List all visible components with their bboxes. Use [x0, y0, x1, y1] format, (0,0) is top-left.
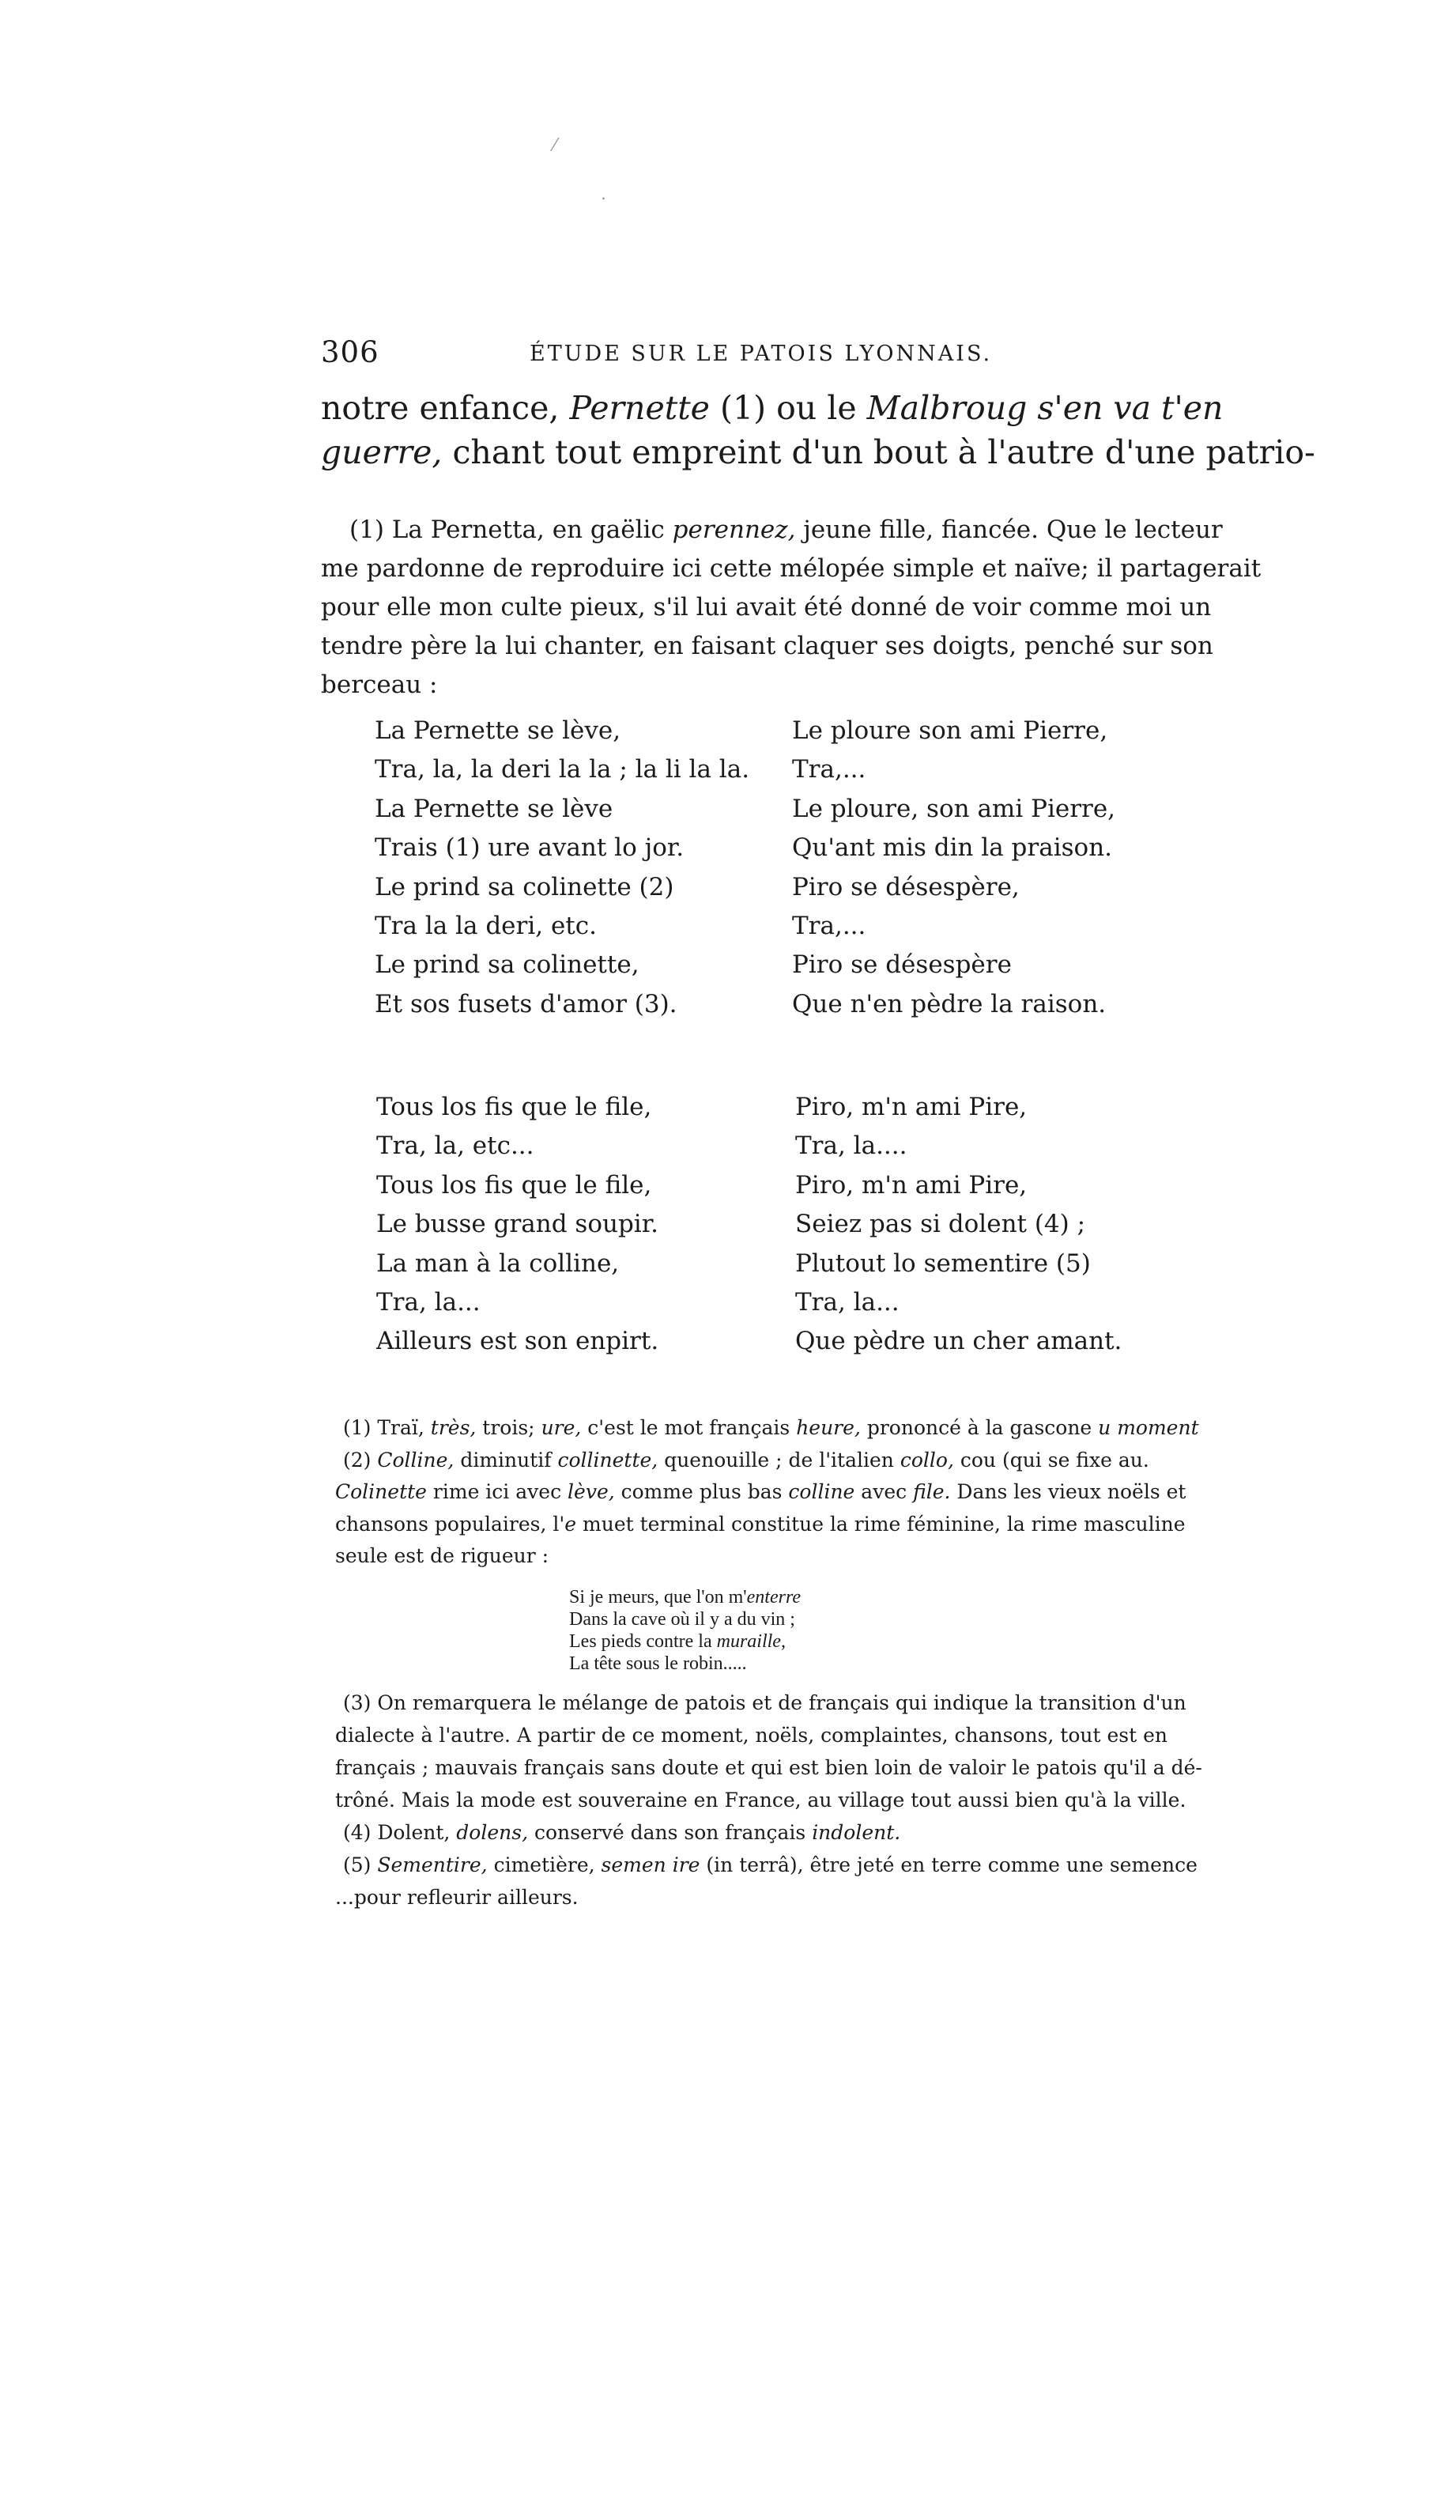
verse-line: Le prind sa colinette,	[375, 950, 639, 980]
verse-line: Le busse grand soupir.	[376, 1210, 658, 1239]
verse-line: Trais (1) ure avant lo jor.	[375, 833, 685, 863]
verse-line: Tra,...	[792, 912, 866, 941]
running-head: ÉTUDE SUR LE PATOIS LYONNAIS.	[530, 342, 993, 366]
verse-line: Tous los fis que le file,	[376, 1093, 652, 1121]
note-line: trôné. Mais la mode est souveraine en France, au village tout aussi bien qu'à la ville.	[335, 1789, 1186, 1812]
footnote-line: (1) La Pernetta, en gaëlic perennez, jeune fille, fiancée. Que le lecteur	[349, 516, 1223, 544]
song-stanza-2-left	[376, 1088, 658, 1362]
note-line: ...pour refleurir ailleurs.	[335, 1886, 579, 1909]
page-header	[321, 335, 1206, 380]
song-stanza-1-left	[375, 712, 749, 1024]
verse-line: Seiez pas si dolent (4) ;	[795, 1210, 1086, 1239]
song-stanza-1-right	[792, 712, 1115, 1024]
quote-line: Les pieds contre la muraille,	[569, 1631, 786, 1652]
verse-line: La Pernette se lève,	[375, 716, 621, 745]
verse-line: Tra, la, la deri la la ; la li la la.	[375, 755, 750, 784]
verse-line: La Pernette se lève	[375, 794, 613, 823]
note-line: (3) On remarquera le mélange de patois et de français qui indique la transition d'un	[343, 1691, 1186, 1714]
verse-line: Que n'en pèdre la raison.	[792, 989, 1107, 1018]
quote-line: La tête sous le robin.....	[569, 1653, 747, 1674]
verse-line: Plutout lo sementire (5)	[795, 1249, 1091, 1278]
footnote-1	[321, 511, 1262, 705]
note-line: seule est de rigueur :	[335, 1544, 549, 1567]
note-line: chansons populaires, l'e muet terminal constitue la rime féminine, la rime masculine	[335, 1512, 1186, 1536]
song-notes	[335, 1412, 1199, 1573]
song-notes-continued	[335, 1687, 1202, 1914]
verse-line: Tous los fis que le file,	[376, 1170, 652, 1200]
verse-line: La man à la colline,	[376, 1249, 620, 1278]
verse-line: Qu'ant mis din la praison.	[792, 833, 1113, 863]
body-line: notre enfance, Pernette (1) ou le Malbroug s'en va t'en	[321, 389, 1224, 427]
page-speck: ⁄	[553, 136, 556, 156]
quoted-verse	[569, 1586, 801, 1675]
note-line: (4) Dolent, dolens, conservé dans son français indolent.	[343, 1821, 901, 1844]
note-line: français ; mauvais français sans doute et qui est bien loin de valoir le patois qu'il a dé-	[335, 1756, 1202, 1779]
verse-line: Tra, la...	[376, 1288, 481, 1317]
verse-line: Ailleurs est son enpirt.	[376, 1327, 659, 1356]
note-line: (2) Colline, diminutif collinette, quenouille ; de l'italien collo, cou (qui se fixe au.	[343, 1448, 1149, 1472]
verse-line: Tra, la, etc...	[376, 1132, 534, 1161]
verse-line: Tra la la deri, etc.	[375, 912, 597, 941]
page-number: 306	[321, 335, 379, 369]
footnote-line: berceau :	[321, 671, 438, 699]
verse-line: Que pèdre un cher amant.	[795, 1327, 1122, 1356]
verse-line: Le prind sa colinette (2)	[375, 872, 674, 901]
page-speck: ·	[601, 190, 606, 210]
note-line: Colinette rime ici avec lève, comme plus bas colline avec file. Dans les vieux noëls et	[335, 1480, 1186, 1503]
verse-line: Le ploure, son ami Pierre,	[792, 794, 1116, 823]
verse-line: Piro se désespère	[792, 950, 1012, 980]
song-stanza-2-right	[795, 1088, 1122, 1362]
note-line: dialecte à l'autre. A partir de ce moment, noëls, complaintes, chansons, tout est en	[335, 1724, 1167, 1747]
body-line: guerre, chant tout empreint d'un bout à l'autre d'une patrio-	[321, 433, 1315, 471]
note-line: (1) Traï, très, trois; ure, c'est le mot français heure, prononcé à la gascone u moment	[343, 1416, 1199, 1439]
note-line: (5) Sementire, cimetière, semen ire (in terrâ), être jeté en terre comme une semence	[343, 1853, 1198, 1876]
body-paragraph	[321, 386, 1315, 474]
verse-line: Tra, la....	[795, 1132, 907, 1161]
quote-line: Dans la cave où il y a du vin ;	[569, 1609, 795, 1630]
footnote-line: me pardonne de reproduire ici cette mélopée simple et naïve; il partagerait	[321, 554, 1262, 583]
verse-line: Et sos fusets d'amor (3).	[375, 989, 677, 1018]
verse-line: Piro se désespère,	[792, 872, 1020, 901]
footnote-line: pour elle mon culte pieux, s'il lui avait été donné de voir comme moi un	[321, 593, 1212, 621]
verse-line: Piro, m'n ami Pire,	[795, 1093, 1028, 1121]
verse-line: Tra, la...	[795, 1288, 900, 1317]
quote-line: Si je meurs, que l'on m'enterre	[569, 1587, 802, 1608]
verse-line: Le ploure son ami Pierre,	[792, 716, 1108, 745]
footnote-line: tendre père la lui chanter, en faisant claquer ses doigts, penché sur son	[321, 632, 1213, 660]
verse-line: Tra,...	[792, 755, 866, 784]
verse-line: Piro, m'n ami Pire,	[795, 1170, 1028, 1200]
